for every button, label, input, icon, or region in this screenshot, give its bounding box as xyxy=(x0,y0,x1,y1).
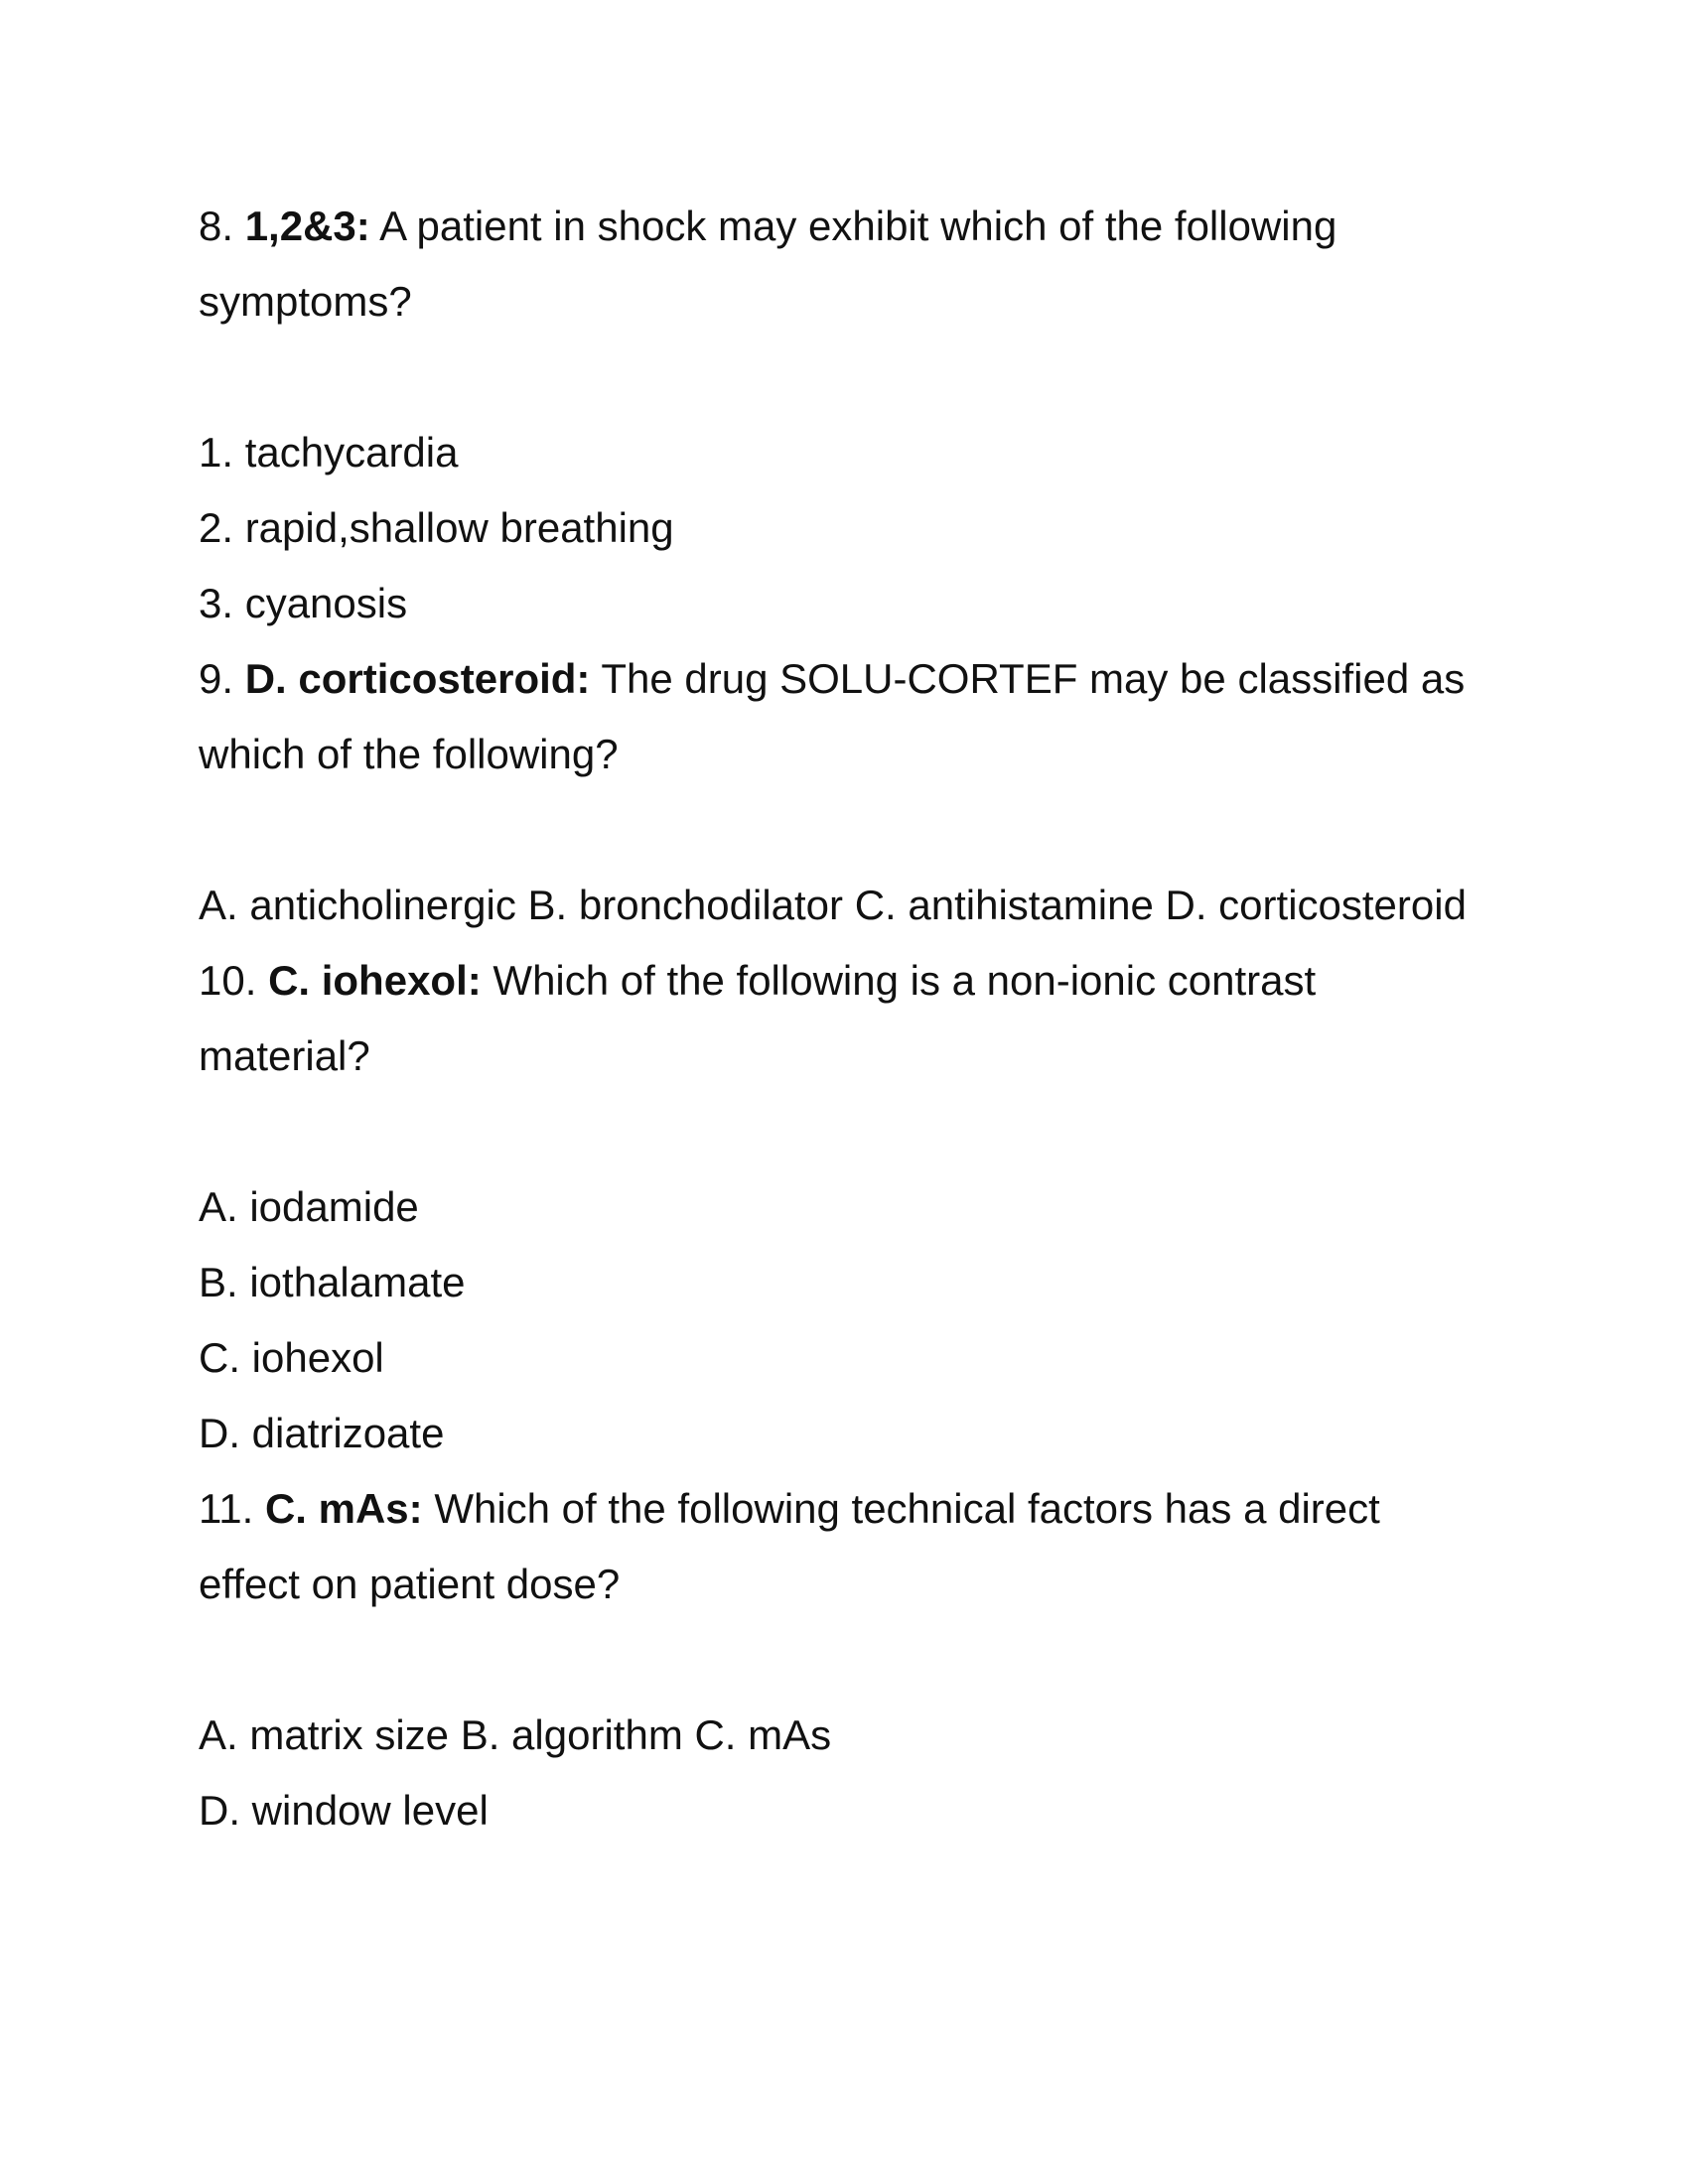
option: D. window level xyxy=(199,1787,489,1834)
spacer xyxy=(199,1094,1489,1169)
question-answer: C. iohexol: xyxy=(268,957,482,1004)
question-text: A patient in shock may exhibit which of the following symptoms? xyxy=(199,203,1337,325)
question-answer: C. mAs: xyxy=(264,1485,423,1532)
question-number: 11. xyxy=(199,1485,254,1532)
spacer xyxy=(199,792,1489,868)
spacer xyxy=(199,340,1489,415)
document-page xyxy=(199,189,1489,1848)
option: C. iohexol xyxy=(199,1334,384,1381)
question-9 xyxy=(199,641,1489,792)
question-answer: D. corticosteroid: xyxy=(244,655,591,702)
option: 1. tachycardia xyxy=(199,429,459,476)
question-10 xyxy=(199,943,1489,1094)
question-text: Which of the following is a non-ionic contrast material? xyxy=(199,957,1317,1079)
option: A. anticholinergic B. bronchodilator C. antihistamine D. corticosteroid xyxy=(199,882,1467,928)
option: A. iodamide xyxy=(199,1183,419,1230)
option: A. matrix size B. algorithm C. mAs xyxy=(199,1711,832,1758)
question-number: 9. xyxy=(199,655,234,702)
option: 2. rapid,shallow breathing xyxy=(199,504,674,551)
question-text: The drug SOLU-CORTEF may be classified as which of the following? xyxy=(199,655,1466,777)
question-number: 8. xyxy=(199,203,234,249)
question-text: Which of the following technical factors has a direct effect on patient dose? xyxy=(199,1485,1380,1607)
spacer xyxy=(199,1622,1489,1698)
question-11 xyxy=(199,1471,1489,1622)
question-8 xyxy=(199,189,1489,340)
question-number: 10. xyxy=(199,957,257,1004)
option: B. iothalamate xyxy=(199,1259,466,1305)
option: 3. cyanosis xyxy=(199,580,408,626)
question-answer: 1,2&3: xyxy=(244,203,370,249)
option: D. diatrizoate xyxy=(199,1410,445,1456)
